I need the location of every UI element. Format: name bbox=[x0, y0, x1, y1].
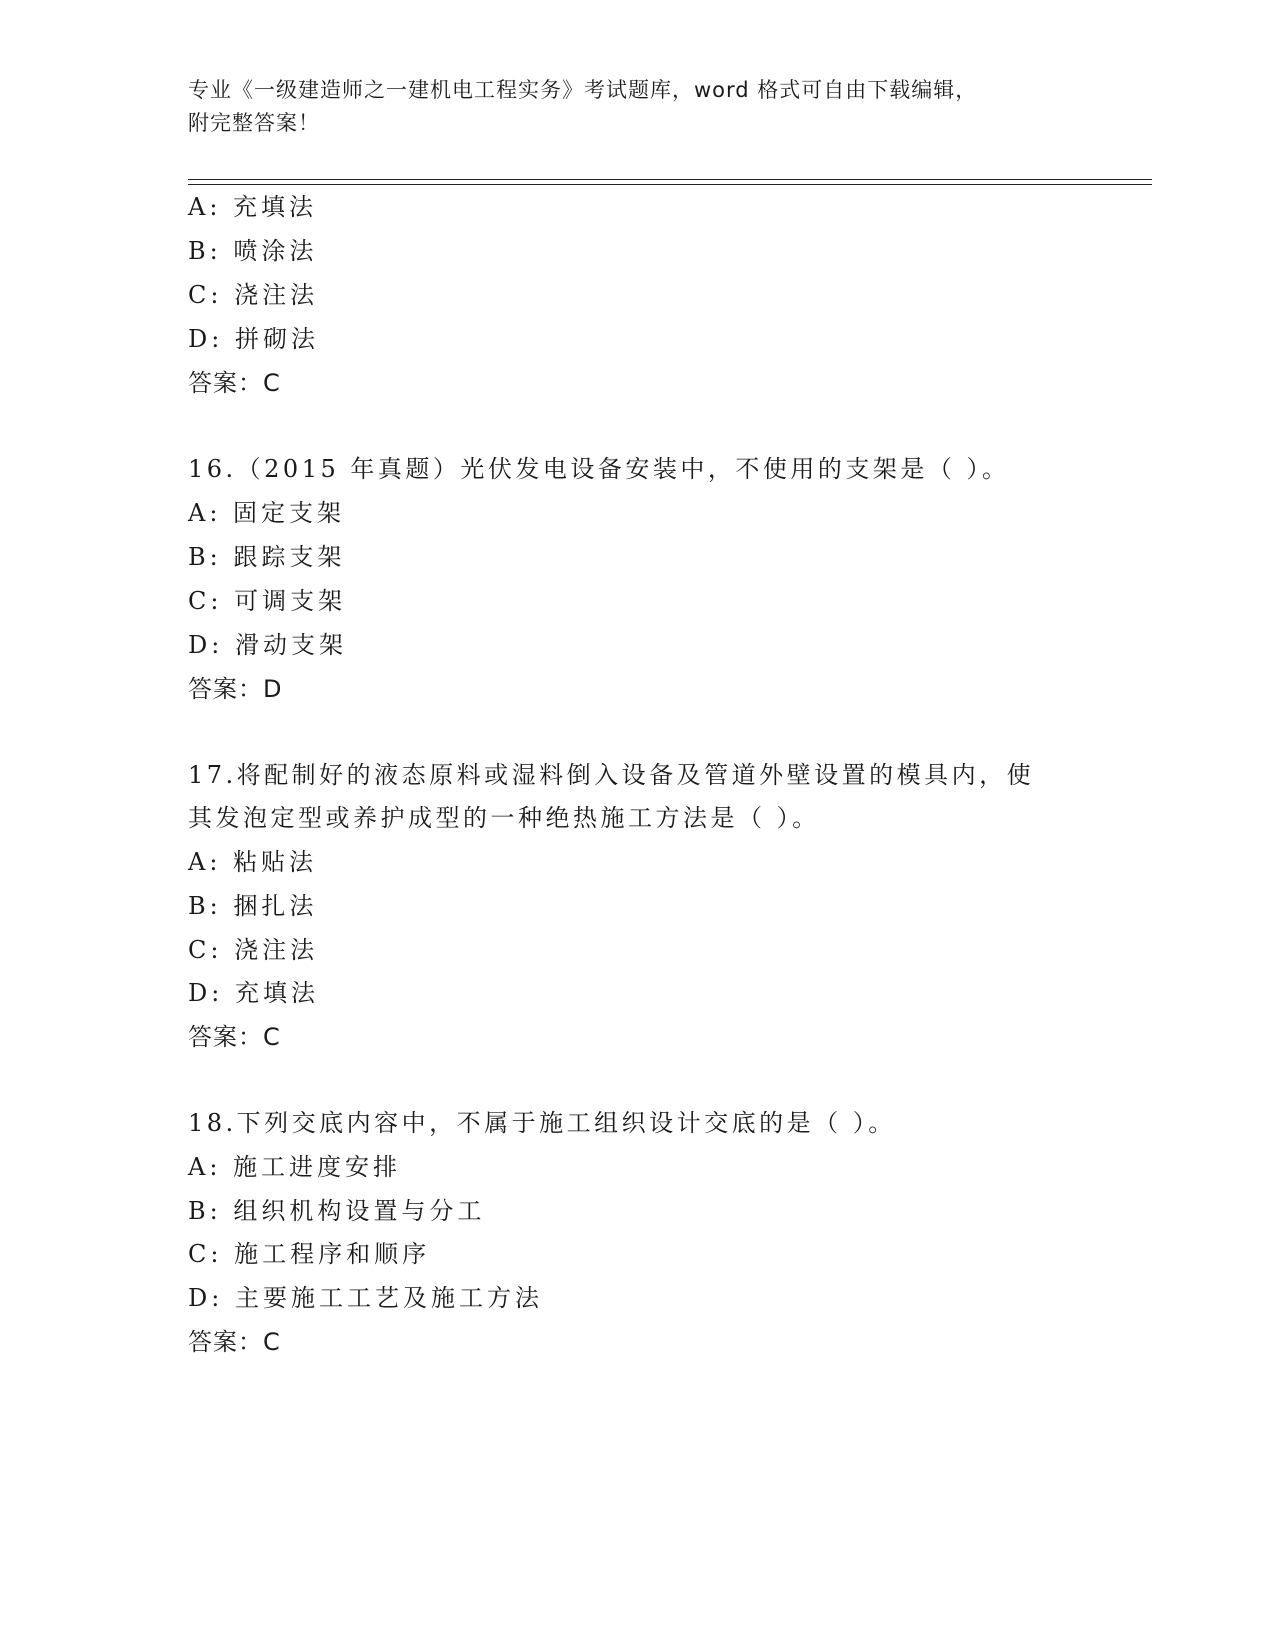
header-divider-top bbox=[188, 179, 1152, 180]
q16-answer: 答案：D bbox=[188, 675, 283, 703]
q17-stem-line-1: 17.将配制好的液态原料或湿料倒入设备及管道外壁设置的模具内，使 bbox=[188, 761, 1035, 789]
q16-stem: 16.（2015 年真题）光伏发电设备安装中，不使用的支架是（ ）。 bbox=[188, 455, 1010, 483]
q15-answer: 答案：C bbox=[188, 369, 281, 397]
q18-option-d: D: 主要施工工艺及施工方法 bbox=[188, 1284, 543, 1312]
q15-option-c: C: 浇注法 bbox=[188, 281, 319, 309]
q17-option-b: B: 捆扎法 bbox=[188, 892, 318, 920]
header-divider-bottom bbox=[188, 184, 1152, 185]
q16-option-d: D: 滑动支架 bbox=[188, 631, 347, 659]
q16-option-a: A: 固定支架 bbox=[188, 499, 346, 527]
q17-option-d: D: 充填法 bbox=[188, 979, 319, 1007]
q15-option-d: D: 拼砌法 bbox=[188, 325, 319, 353]
q17-option-a: A: 粘贴法 bbox=[188, 848, 318, 876]
q18-answer: 答案：C bbox=[188, 1328, 281, 1356]
q18-option-a: A: 施工进度安排 bbox=[188, 1153, 402, 1181]
q16-option-b: B: 跟踪支架 bbox=[188, 543, 346, 571]
q17-answer: 答案：C bbox=[188, 1023, 281, 1051]
document-header bbox=[188, 74, 1068, 140]
q16-option-c: C: 可调支架 bbox=[188, 587, 347, 615]
q15-option-b: B: 喷涂法 bbox=[188, 237, 318, 265]
q18-option-b: B: 组织机构设置与分工 bbox=[188, 1197, 486, 1225]
q18-option-c: C: 施工程序和顺序 bbox=[188, 1240, 431, 1268]
q17-option-c: C: 浇注法 bbox=[188, 936, 319, 964]
header-line-1: 专业《一级建造师之一建机电工程实务》考试题库，word 格式可自由下载编辑， bbox=[188, 78, 978, 102]
q17-stem-line-2: 其发泡定型或养护成型的一种绝热施工方法是（ ）。 bbox=[188, 804, 820, 832]
header-line-2: 附完整答案！ bbox=[188, 111, 320, 135]
q18-stem: 18.下列交底内容中，不属于施工组织设计交底的是（ ）。 bbox=[188, 1109, 896, 1137]
q15-option-a: A: 充填法 bbox=[188, 193, 318, 221]
